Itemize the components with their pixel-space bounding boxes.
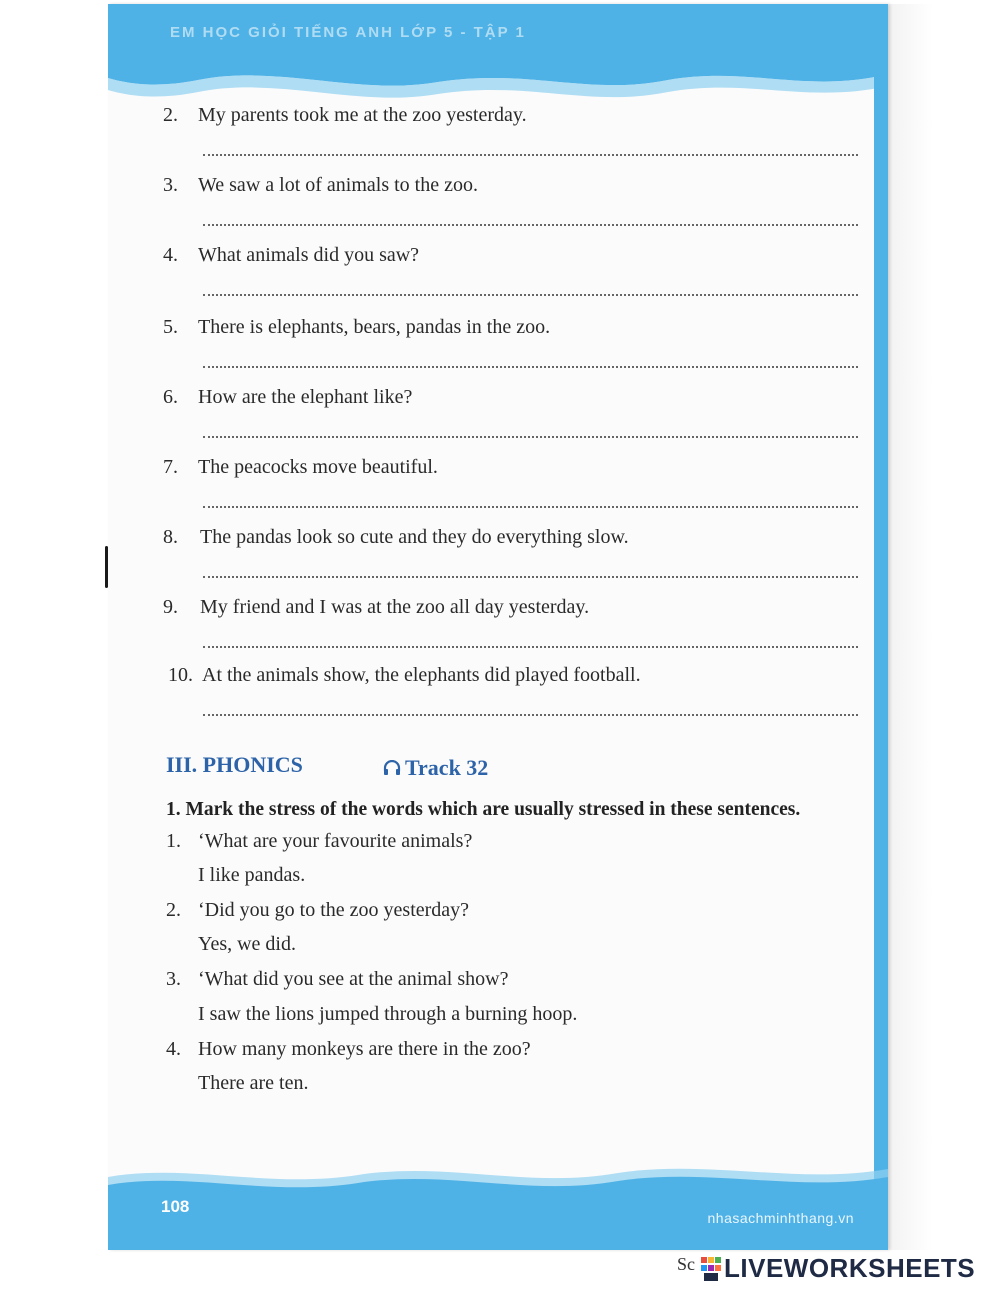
track-label[interactable]: [383, 755, 488, 781]
phonics-answer: Yes, we did.: [198, 933, 296, 955]
scanned-by-text: Sc: [677, 1254, 695, 1274]
exercise-sentence: At the animals show, the elephants did played football.: [202, 664, 641, 686]
exercise-sentence: The pandas look so cute and they do everything slow.: [200, 526, 629, 548]
exercise-number: 9.: [163, 596, 178, 618]
phonics-number: 2.: [166, 899, 181, 921]
answer-line[interactable]: [203, 576, 858, 578]
liveworksheets-logo: [700, 1253, 975, 1284]
phonics-number: 4.: [166, 1038, 181, 1060]
answer-line[interactable]: [203, 294, 858, 296]
phonics-answer: I saw the lions jumped through a burning hoop.: [198, 1003, 578, 1025]
exercise-sentence: There is elephants, bears, pandas in the zoo.: [198, 316, 551, 338]
header-wave-band: [108, 4, 888, 114]
page-number: 108: [161, 1197, 190, 1216]
exercise-number: 4.: [163, 244, 178, 266]
answer-line[interactable]: [203, 154, 858, 156]
exercise-number: 8.: [163, 526, 178, 548]
exercise-sentence: How are the elephant like?: [198, 386, 413, 408]
phonics-answer: There are ten.: [198, 1072, 309, 1094]
exercise-sentence: My friend and I was at the zoo all day yesterday.: [200, 596, 590, 618]
phonics-question: How many monkeys are there in the zoo?: [198, 1038, 531, 1060]
liveworksheets-icon: [700, 1255, 722, 1283]
exercise-number: 3.: [163, 174, 178, 196]
answer-line[interactable]: [203, 714, 858, 716]
exercise-number: 10.: [168, 664, 193, 686]
answer-line[interactable]: [203, 646, 858, 648]
exercise-number: 2.: [163, 104, 178, 126]
phonics-question: ‘What did you see at the animal show?: [198, 968, 509, 990]
exercise-number: 6.: [163, 386, 178, 408]
publisher-website: nhasachminhthang.vn: [707, 1210, 854, 1226]
exercise-sentence: The peacocks move beautiful.: [198, 456, 438, 478]
exercise-number: 7.: [163, 456, 178, 478]
exercise-sentence: We saw a lot of animals to the zoo.: [198, 174, 478, 196]
phonics-instruction: 1. Mark the stress of the words which are usually stressed in these sentences.: [166, 799, 801, 820]
phonics-number: 1.: [166, 830, 181, 852]
headphone-icon: [383, 760, 401, 776]
section-title: III. PHONICS: [166, 752, 303, 777]
phonics-question: ‘What are your favourite animals?: [198, 830, 473, 852]
answer-line[interactable]: [203, 366, 858, 368]
answer-line[interactable]: [203, 506, 858, 508]
phonics-number: 3.: [166, 968, 181, 990]
book-page: [108, 4, 888, 1250]
footer-wave-band: [108, 1159, 888, 1250]
exercise-number: 5.: [163, 316, 178, 338]
exercise-sentence: What animals did you saw?: [198, 244, 420, 266]
exercise-sentence: My parents took me at the zoo yesterday.: [198, 104, 527, 126]
phonics-question: ‘Did you go to the zoo yesterday?: [198, 899, 470, 921]
side-color-strip: [874, 4, 888, 1250]
scan-background: [888, 4, 1000, 1250]
answer-line[interactable]: [203, 224, 858, 226]
liveworksheets-brand: LIVEWORKSHEETS: [724, 1253, 976, 1283]
header-title: EM HỌC GIỎI TIẾNG ANH LỚP 5 - TẬP 1: [170, 24, 526, 41]
scan-margin-mark: [105, 546, 108, 588]
phonics-answer: I like pandas.: [198, 864, 306, 886]
answer-line[interactable]: [203, 436, 858, 438]
track-text: Track 32: [405, 755, 489, 780]
